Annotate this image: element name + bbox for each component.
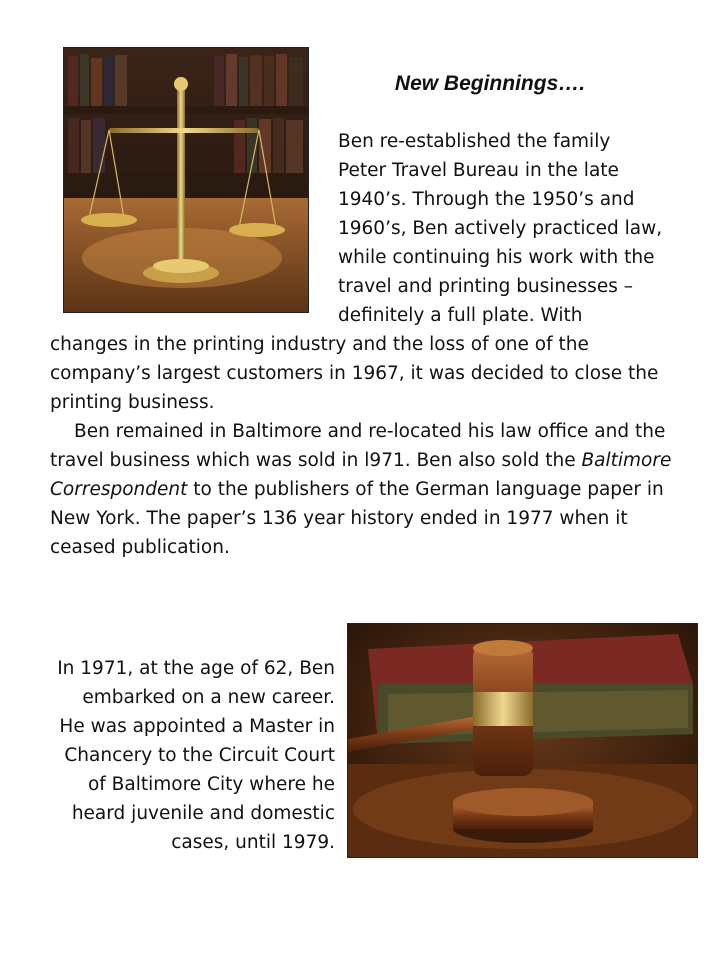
intro-line: 1940’s. Through the 1950’s and [338, 189, 635, 210]
career-line: of Baltimore City where he [87, 774, 335, 795]
relocation-paragraph [50, 417, 690, 562]
intro-line: definitely a full plate. With [338, 305, 583, 326]
career-line: embarked on a new career. [82, 687, 335, 708]
intro-line: Peter Travel Bureau in the late [338, 160, 619, 181]
intro-line: while continuing his work with the [338, 247, 655, 268]
career-paragraph [30, 654, 335, 857]
career-line: cases, until 1979. [171, 832, 335, 853]
relocation-text-a: Ben remained in Baltimore and re-located his law office and the travel business which was sold in l971. Ben also sold the [50, 421, 666, 471]
intro-paragraph-continuation: changes in the printing industry and the loss of one of the company’s largest customers in 1967, it was decided to close the printing business. [50, 334, 659, 413]
career-line: Chancery to the Circuit Court [64, 745, 335, 766]
scales-of-justice-image [63, 47, 309, 313]
body-paragraphs [50, 330, 690, 562]
page-title: New Beginnings…. [394, 72, 586, 95]
career-line: heard juvenile and domestic [71, 803, 335, 824]
newspaper-title: Baltimore Correspondent [50, 450, 672, 500]
intro-line: travel and printing businesses – [338, 276, 633, 297]
intro-line: 1960’s, Ben actively practiced law, [338, 218, 663, 239]
intro-paragraph-top [338, 127, 683, 330]
career-line: He was appointed a Master in [59, 716, 335, 737]
career-line: In 1971, at the age of 62, Ben [57, 658, 335, 679]
intro-line: Ben re-established the family [338, 131, 611, 152]
relocation-text-b: to the publishers of the German language paper in New York. The paper’s 136 year history ended in 1977 when it ceased publication. [50, 479, 664, 558]
gavel-image [347, 623, 698, 858]
